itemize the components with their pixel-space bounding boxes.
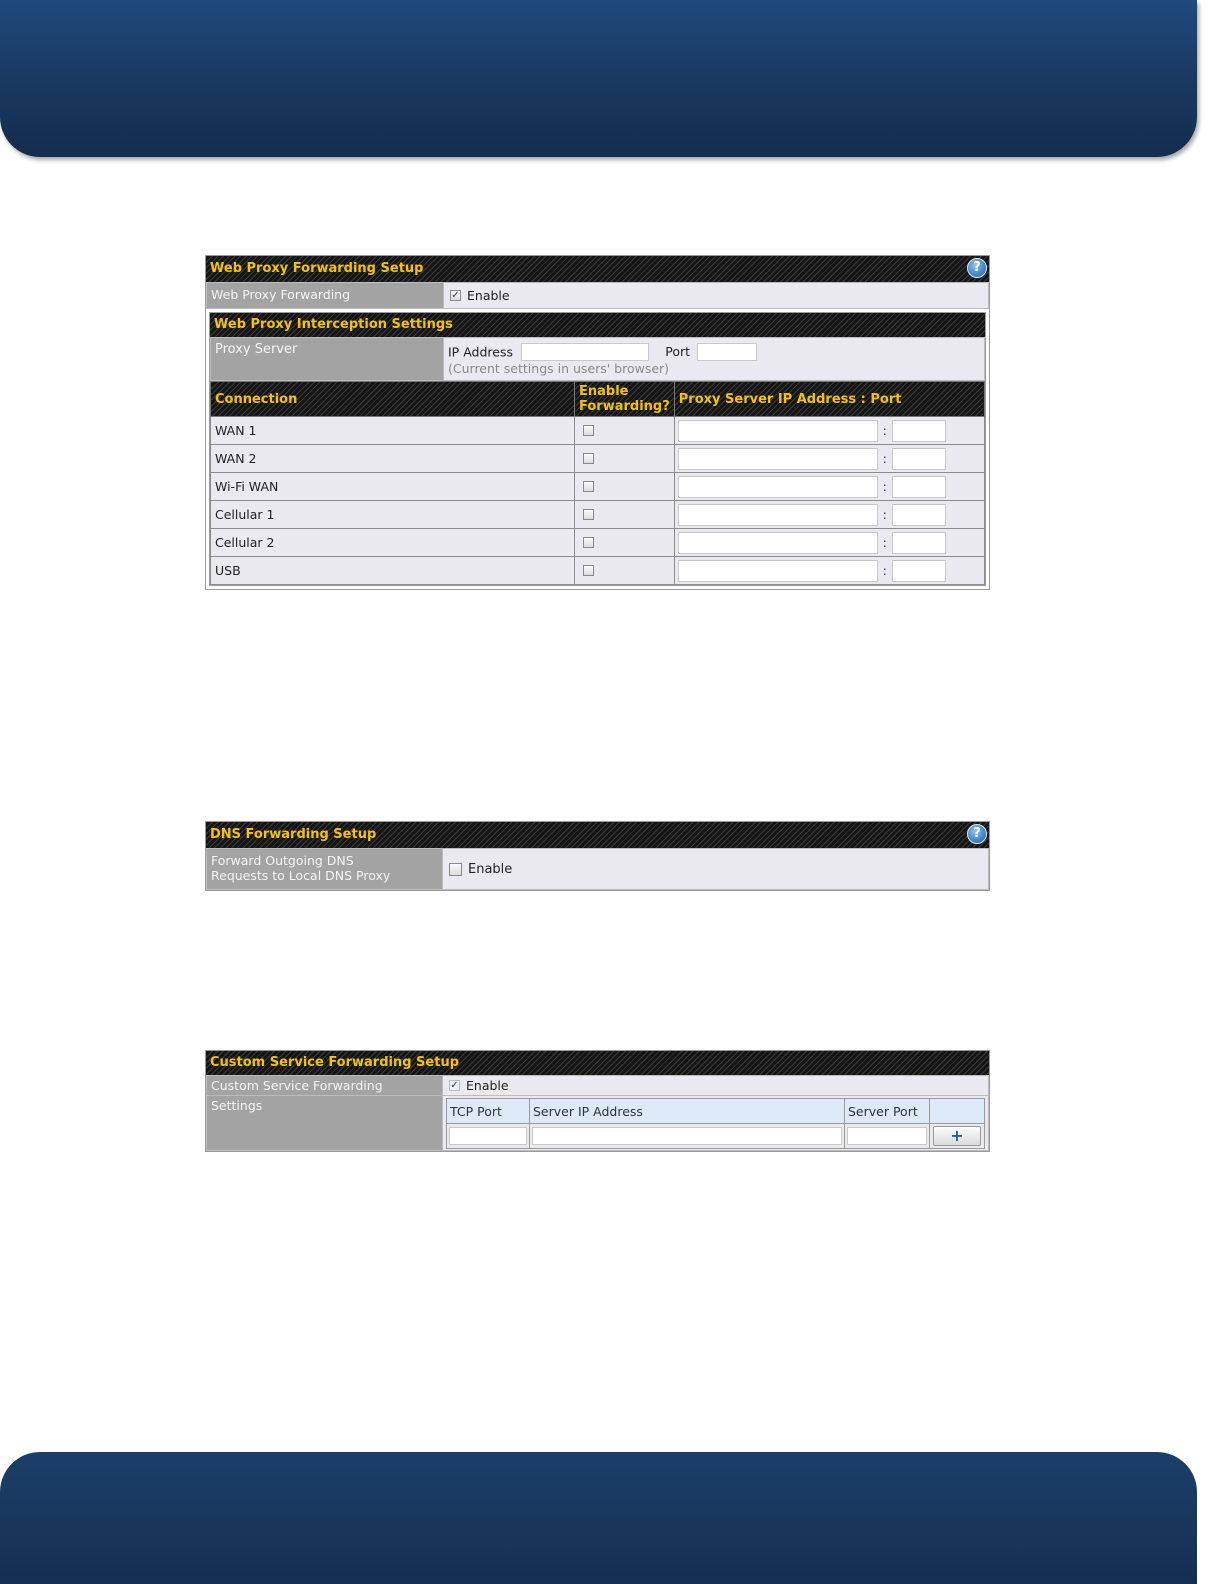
col-action: [930, 1099, 985, 1124]
top-banner: [0, 0, 1197, 157]
proxy-port-field[interactable]: [892, 448, 946, 470]
table-row: [211, 473, 985, 501]
forwarding-checkbox[interactable]: [583, 425, 594, 436]
custom-service-table: [446, 1098, 985, 1149]
table-row: [211, 557, 985, 585]
dns-enable-checkbox[interactable]: [449, 863, 462, 876]
dns-forward-label: [207, 849, 443, 890]
col-enable-forwarding-line2: Forwarding?: [579, 399, 670, 414]
dns-forward-label-line2: Requests to Local DNS Proxy: [211, 868, 391, 883]
forwarding-checkbox[interactable]: [583, 453, 594, 464]
ip-address-label: IP Address: [448, 344, 513, 359]
web-proxy-forwarding-panel: [205, 255, 990, 590]
web-proxy-forwarding-header: [206, 256, 989, 282]
bottom-banner: [0, 1452, 1197, 1584]
settings-label: Settings: [207, 1096, 443, 1151]
table-row: [447, 1124, 985, 1149]
col-tcp-port: TCP Port: [447, 1099, 530, 1124]
forwarding-checkbox[interactable]: [583, 481, 594, 492]
connection-name: USB: [211, 557, 575, 585]
enable-label: Enable: [467, 288, 510, 303]
proxy-port-field[interactable]: [892, 476, 946, 498]
forwarding-checkbox[interactable]: [583, 537, 594, 548]
tcp-port-input[interactable]: [449, 1127, 527, 1145]
separator: :: [882, 563, 887, 578]
add-button[interactable]: [933, 1126, 981, 1146]
proxy-port-field[interactable]: [892, 532, 946, 554]
help-icon[interactable]: ?: [967, 258, 987, 278]
forwarding-checkbox[interactable]: [583, 565, 594, 576]
col-proxy-address: Proxy Server IP Address : Port: [674, 382, 984, 417]
custom-service-enable-checkbox[interactable]: [449, 1080, 460, 1091]
panel-title: DNS Forwarding Setup: [210, 827, 377, 842]
interception-settings-section: [209, 312, 986, 586]
web-proxy-forwarding-value: [444, 283, 989, 309]
connection-name: Cellular 1: [211, 501, 575, 529]
server-ip-input[interactable]: [532, 1127, 842, 1145]
proxy-ip-field[interactable]: [678, 532, 878, 554]
proxy-ip-field[interactable]: [678, 420, 878, 442]
proxy-port-field[interactable]: [892, 560, 946, 582]
custom-service-forwarding-header: [206, 1051, 989, 1075]
col-server-port: Server Port: [845, 1099, 930, 1124]
server-port-input[interactable]: [847, 1127, 927, 1145]
table-row: [211, 529, 985, 557]
dns-forward-label-line1: Forward Outgoing DNS: [211, 853, 354, 868]
settings-value: [443, 1096, 989, 1151]
web-proxy-enable-checkbox[interactable]: [450, 290, 461, 301]
col-enable-forwarding-line1: Enable: [579, 384, 629, 399]
proxy-ip-field[interactable]: [678, 560, 878, 582]
col-server-ip: Server IP Address: [530, 1099, 845, 1124]
forwarding-checkbox[interactable]: [583, 509, 594, 520]
separator: :: [882, 535, 887, 550]
dns-forwarding-panel: [205, 821, 990, 891]
panel-title: Web Proxy Forwarding Setup: [210, 261, 424, 276]
help-icon[interactable]: ?: [967, 824, 987, 844]
port-label: Port: [665, 344, 691, 359]
separator: :: [882, 451, 887, 466]
proxy-port-field[interactable]: [892, 504, 946, 526]
connection-name: Cellular 2: [211, 529, 575, 557]
proxy-ip-field[interactable]: [678, 504, 878, 526]
col-enable-forwarding: [575, 382, 675, 417]
proxy-port-input[interactable]: [697, 343, 757, 361]
current-settings-hint: (Current settings in users' browser): [448, 360, 670, 376]
proxy-ip-field[interactable]: [678, 448, 878, 470]
web-proxy-forwarding-label: Web Proxy Forwarding: [207, 283, 444, 309]
proxy-port-field[interactable]: [892, 420, 946, 442]
plus-icon: +: [950, 1126, 964, 1145]
separator: :: [882, 479, 887, 494]
connection-name: WAN 1: [211, 417, 575, 445]
connection-table: [210, 381, 985, 585]
custom-service-forwarding-label: Custom Service Forwarding: [207, 1076, 443, 1096]
custom-service-forwarding-panel: [205, 1050, 990, 1152]
col-connection: Connection: [211, 382, 575, 417]
enable-label: Enable: [468, 861, 513, 877]
custom-service-forwarding-value: [443, 1076, 989, 1096]
connection-name: Wi-Fi WAN: [211, 473, 575, 501]
table-row: [211, 417, 985, 445]
table-row: [211, 445, 985, 473]
enable-label: Enable: [466, 1078, 509, 1093]
dns-forward-value: [443, 849, 989, 890]
table-row: [211, 501, 985, 529]
connection-name: WAN 2: [211, 445, 575, 473]
dns-forwarding-header: [206, 822, 989, 848]
separator: :: [882, 507, 887, 522]
proxy-ip-field[interactable]: [678, 476, 878, 498]
proxy-server-label: Proxy Server: [211, 338, 444, 381]
separator: :: [882, 423, 887, 438]
interception-settings-header: Web Proxy Interception Settings: [210, 313, 985, 337]
proxy-ip-input[interactable]: [521, 343, 649, 361]
proxy-server-value: [444, 338, 985, 381]
panel-title: Custom Service Forwarding Setup: [210, 1055, 460, 1070]
